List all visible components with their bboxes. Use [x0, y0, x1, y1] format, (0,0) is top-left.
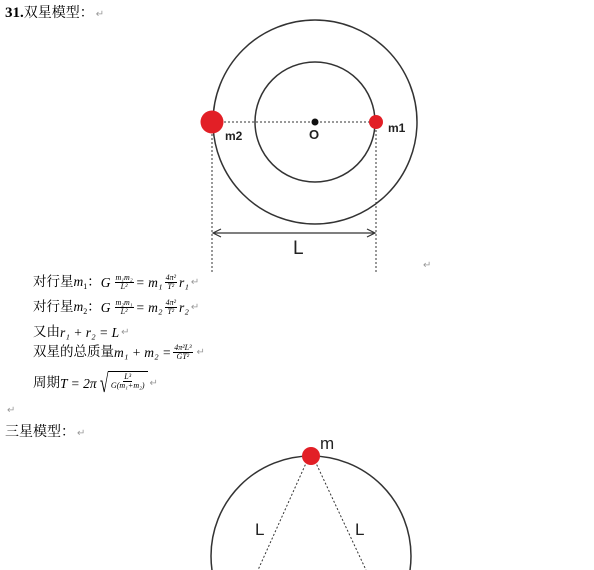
center-label: O: [309, 127, 320, 142]
var-m: m: [73, 273, 84, 289]
left-side-label: L: [255, 520, 265, 539]
fraction: [173, 344, 192, 362]
section-number: 31.: [5, 5, 24, 21]
fraction: [110, 373, 146, 391]
formula-var: [74, 275, 88, 291]
fraction: [115, 299, 134, 317]
radius-term: r₂: [178, 300, 189, 316]
formula-var: [74, 300, 88, 316]
right-side-label: L: [355, 520, 365, 539]
binary-star-diagram: [195, 15, 435, 280]
subscript: 2: [83, 306, 88, 316]
fraction: [165, 274, 177, 292]
center-of-mass-dot: [312, 119, 319, 126]
formula-total-mass: [33, 344, 205, 362]
var-m: m: [73, 298, 84, 314]
denominator: T²: [167, 282, 175, 292]
paragraph-mark-icon: ↵: [149, 378, 158, 389]
denominator: L²: [120, 282, 128, 292]
side-left: [258, 461, 307, 570]
paragraph-mark-icon: ↵: [196, 346, 205, 358]
gravity-constant: G: [100, 300, 111, 316]
denominator: GT²: [176, 352, 190, 362]
numerator: L³: [124, 372, 132, 381]
section2-heading: [5, 421, 85, 441]
paragraph-mark-icon: ↵: [77, 428, 86, 439]
formula-text: 双星的总质量: [33, 344, 114, 361]
distance-label: L: [293, 238, 304, 259]
radius-term: r₁: [178, 275, 189, 291]
mass-expression: m₁ + m₂ =: [114, 345, 172, 361]
numerator: m₁m₂: [115, 273, 133, 282]
top-mass-label: m: [320, 434, 335, 453]
fraction: [165, 299, 177, 317]
numerator: 4π²: [165, 298, 176, 307]
formula-text: 又由: [33, 324, 60, 340]
radical-icon: √: [99, 369, 109, 398]
colon: ：: [87, 274, 101, 291]
fraction: [115, 274, 134, 292]
mass-m1: [369, 115, 383, 129]
mass-top: [302, 447, 320, 465]
equals-term: = m₂: [135, 300, 163, 316]
three-star-diagram: [200, 430, 425, 570]
numerator: 4π²L³: [174, 343, 192, 352]
denominator: L²: [120, 307, 128, 317]
colon: ：: [87, 299, 101, 316]
side-right: [315, 461, 366, 570]
paragraph-mark-icon: ↵: [423, 260, 432, 271]
mass-m1-label: m1: [388, 121, 406, 135]
square-root: [97, 371, 148, 397]
paragraph-mark-icon: ↵: [121, 326, 130, 338]
paragraph-mark-icon: ↵: [190, 301, 200, 313]
formula-planet-1: [33, 274, 199, 292]
equals-term: = m₁: [135, 275, 163, 291]
paragraph-mark-icon: ↵: [7, 405, 16, 416]
section-heading: [5, 2, 104, 22]
gravity-constant: G: [100, 275, 111, 291]
formula-planet-2: [33, 299, 199, 317]
denominator: G(m₁+m₂): [110, 381, 145, 391]
formula-text: 周期: [33, 375, 60, 392]
mass-m2: [201, 111, 224, 134]
section2-title: 三星模型：: [5, 424, 75, 440]
formula-text: 对行星: [33, 299, 74, 316]
radicand: [108, 371, 148, 397]
subscript: 1: [83, 281, 88, 291]
period-expression: T = 2π: [60, 376, 97, 392]
formula-sum-radii: [33, 326, 130, 340]
mass-m2-label: m2: [225, 129, 243, 143]
formula-period: [33, 371, 158, 397]
numerator: m₂m₁: [115, 298, 133, 307]
paragraph-mark-icon: ↵: [95, 9, 105, 20]
radii-expression: r₁ + r₂ = L: [60, 325, 120, 340]
denominator: T²: [167, 307, 175, 317]
orbit-circle: [211, 456, 411, 570]
numerator: 4π²: [165, 273, 176, 282]
formula-text: 对行星: [33, 274, 74, 291]
section-title: 双星模型：: [23, 5, 94, 21]
paragraph-mark-icon: ↵: [190, 276, 200, 288]
